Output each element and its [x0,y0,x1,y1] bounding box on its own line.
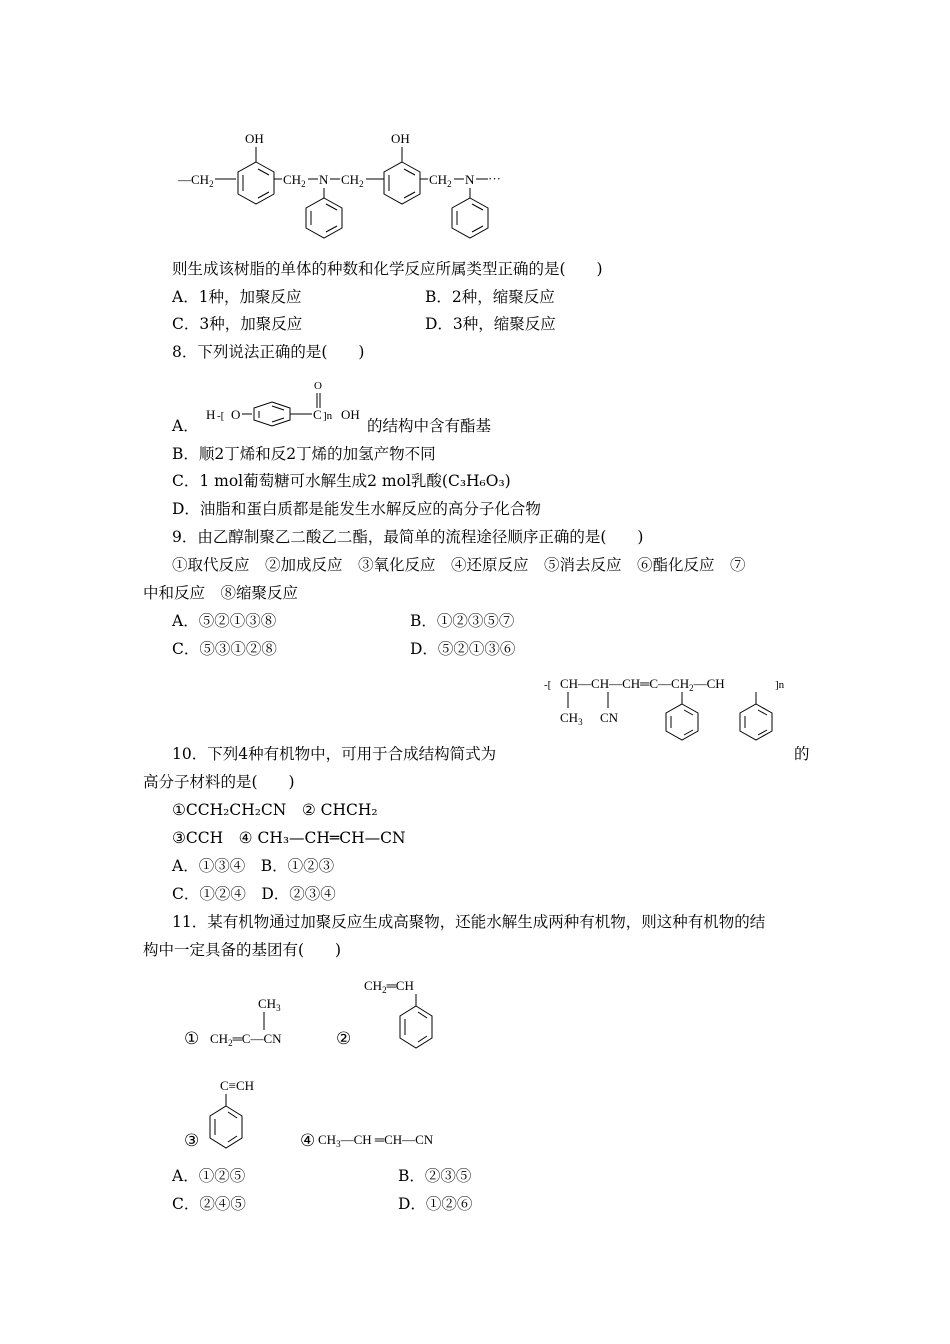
q8-option-b[interactable]: B．顺2丁烯和反2丁烯的加氢产物不同 [172,445,436,463]
m3-formula: C≡CH [220,1078,255,1093]
cyano-group: CN [600,710,619,725]
q10-items-line1: ①CCH₂CH₂CN ② CHCH₂ [172,801,378,819]
left-bracket: -[ [217,410,225,422]
trailing-dots: ··· [488,171,501,186]
q9-option-a[interactable]: A．⑤②①③⑧ [172,612,277,630]
polymer-structure [542,670,792,762]
h-atom: H [206,407,216,422]
resin-structure [170,128,530,240]
q11-option-b[interactable]: B．②③⑤ [398,1167,472,1185]
close-bracket: ]n [775,679,785,691]
q7-option-b[interactable]: B．2种，缩聚反应 [425,288,555,306]
item-3-marker: ③ [184,1131,200,1150]
ch2-a: $CH_2$ [283,172,306,189]
o-atom: O [231,407,241,422]
q11-option-c[interactable]: C．②④⑤ [172,1195,246,1213]
q9-steps-line1: ①取代反应 ②加成反应 ③氧化反应 ④还原反应 ⑤消去反应 ⑥酯化反应 ⑦ [172,556,746,574]
q11-molecules-row1 [180,972,480,1064]
open-bracket: -[ [544,679,552,691]
q9-steps-line2: 中和反应 ⑧缩聚反应 [143,584,299,602]
q8-stem: 8．下列说法正确的是( ) [172,343,365,361]
q8-option-d[interactable]: D．油脂和蛋白质都是能发生水解反应的高分子化合物 [172,500,541,518]
left-ch2: $—CH_2$ [178,172,214,189]
q11-stem-line1: 11．某有机物通过加聚反应生成高聚物，还能水解生成两种有机物，则这种有机物的结 [172,913,766,931]
q10-stem-line2: 高分子材料的是( ) [143,773,295,791]
ch2-c: $CH_2$ [429,172,452,189]
q10-items-line2: ③CCH ④ CH₃—CH═CH—CN [172,829,406,847]
q10-stem-end: 的 [794,745,810,763]
q10-stem-start: 10．下列4种有机物中，可用于合成结构简式为 [172,745,497,763]
n-atom-2: N [465,172,475,187]
right-bracket: ]n [323,410,333,422]
q9-stem: 9．由乙醇制聚乙二酸乙二酯，最简单的流程途径顺序正确的是( ) [172,528,644,546]
q11-molecules-row2 [180,1072,500,1164]
m4-formula: $CH_3—CH$ ═CH—CN [318,1132,434,1149]
q11-option-a[interactable]: A．①②⑤ [172,1167,246,1185]
methyl-group: $CH_3$ [560,710,583,727]
carbonyl-c: C [313,407,322,422]
q11-stem-line2: 构中一定具备的基团有( ) [143,941,342,959]
m2-formula: $CH_2═CH$ [364,978,414,995]
q7-option-d[interactable]: D．3种，缩聚反应 [425,315,556,333]
item-4-marker: ④ [300,1131,316,1150]
ch2-b: $CH_2$ [341,172,364,189]
item-1-marker: ① [184,1029,200,1048]
item-2-marker: ② [336,1029,352,1048]
oh-group: OH [341,407,360,422]
q8-option-c[interactable]: C．1 mol葡萄糖可水解生成2 mol乳酸(C₃H₆O₃) [172,472,511,490]
q10-options-line1[interactable]: A．①③④ B．①②③ [172,857,335,875]
m1-formula: $CH_2═C—CN$ [210,1031,282,1048]
q7-stem: 则生成该树脂的单体的种数和化学反应所属类型正确的是( ) [172,260,603,278]
q9-option-c[interactable]: C．⑤③①②⑧ [172,640,277,658]
q7-option-a[interactable]: A．1种，加聚反应 [172,288,302,306]
q8-option-a-suffix[interactable]: 的结构中含有酯基 [367,417,492,435]
polymer-chain: $CH—CH—CH═C—CH_2—CH$ [560,676,725,693]
q9-option-d[interactable]: D．⑤②①③⑥ [410,640,516,658]
oh-label-1: OH [245,131,264,146]
oh-label-2: OH [391,131,410,146]
q11-option-d[interactable]: D．①②⑥ [398,1195,473,1213]
q10-options-line2[interactable]: C．①②④ D．②③④ [172,885,336,903]
q7-option-c[interactable]: C．3种，加聚反应 [172,315,303,333]
polyester-formula [200,374,370,436]
carbonyl-o: O [314,380,322,392]
q8-option-a-prefix[interactable]: A． [172,417,199,435]
m1-methyl: $CH_3$ [258,996,281,1013]
q9-option-b[interactable]: B．①②③⑤⑦ [410,612,515,630]
n-atom-1: N [319,172,329,187]
